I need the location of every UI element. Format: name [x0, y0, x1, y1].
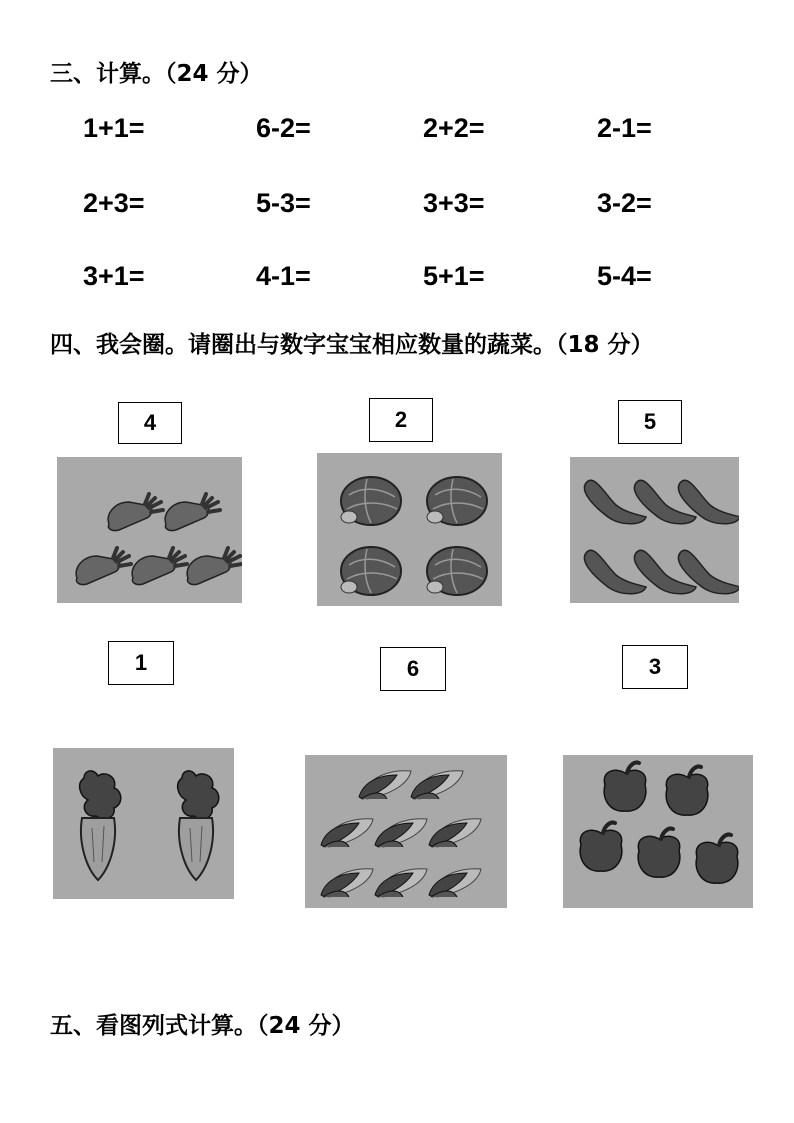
arithmetic-problem: 5-3= — [256, 188, 311, 218]
section-3-heading: 三、计算。（24 分） — [50, 61, 263, 87]
number-box: 2 — [369, 398, 433, 442]
radish-icon — [80, 771, 121, 880]
corn-icon — [375, 819, 427, 847]
arithmetic-problem: 5+1= — [423, 261, 485, 291]
number-box: 6 — [380, 647, 446, 691]
carrot-icon — [187, 548, 242, 585]
corn-panel[interactable] — [305, 755, 507, 908]
cabbage-icon — [341, 477, 401, 525]
carrot-icon — [165, 494, 220, 531]
corn-icon — [429, 869, 481, 897]
pepper-icon — [666, 766, 708, 815]
radish-panel[interactable] — [53, 748, 234, 899]
corn-icon — [359, 771, 411, 799]
arithmetic-problem: 4-1= — [256, 261, 311, 291]
cucumber-panel[interactable] — [570, 457, 739, 603]
cabbage-panel[interactable] — [317, 453, 502, 606]
arithmetic-problem: 3-2= — [597, 188, 652, 218]
corn-icon — [375, 869, 427, 897]
section-5-heading: 五、看图列式计算。（24 分） — [50, 1013, 355, 1039]
corn-icon — [321, 869, 373, 897]
cabbage-icon — [427, 547, 487, 595]
number-box: 3 — [622, 645, 688, 689]
pepper-panel[interactable] — [563, 755, 753, 908]
number-box: 1 — [108, 641, 174, 685]
corn-icon — [321, 819, 373, 847]
arithmetic-problem: 2-1= — [597, 113, 652, 143]
arithmetic-problem: 5-4= — [597, 261, 652, 291]
pepper-icon — [580, 822, 622, 871]
arithmetic-problem: 3+3= — [423, 188, 485, 218]
arithmetic-problem: 3+1= — [83, 261, 145, 291]
arithmetic-problem: 2+3= — [83, 188, 145, 218]
carrot-icon — [108, 494, 163, 531]
carrot-icon — [132, 548, 187, 585]
carrot-icon — [76, 548, 131, 585]
number-box: 5 — [618, 400, 682, 444]
pepper-icon — [638, 828, 680, 877]
section-4-heading: 四、我会圈。请圈出与数字宝宝相应数量的蔬菜。（18 分） — [50, 332, 654, 358]
corn-icon — [429, 819, 481, 847]
corn-icon — [411, 771, 463, 799]
cabbage-icon — [341, 547, 401, 595]
radish-icon — [178, 771, 219, 880]
arithmetic-problem: 2+2= — [423, 113, 485, 143]
pepper-icon — [696, 834, 738, 883]
number-box: 4 — [118, 402, 182, 444]
pepper-icon — [604, 762, 646, 811]
arithmetic-problem: 6-2= — [256, 113, 311, 143]
carrot-panel[interactable] — [57, 457, 242, 603]
cabbage-icon — [427, 477, 487, 525]
arithmetic-problem: 1+1= — [83, 113, 145, 143]
